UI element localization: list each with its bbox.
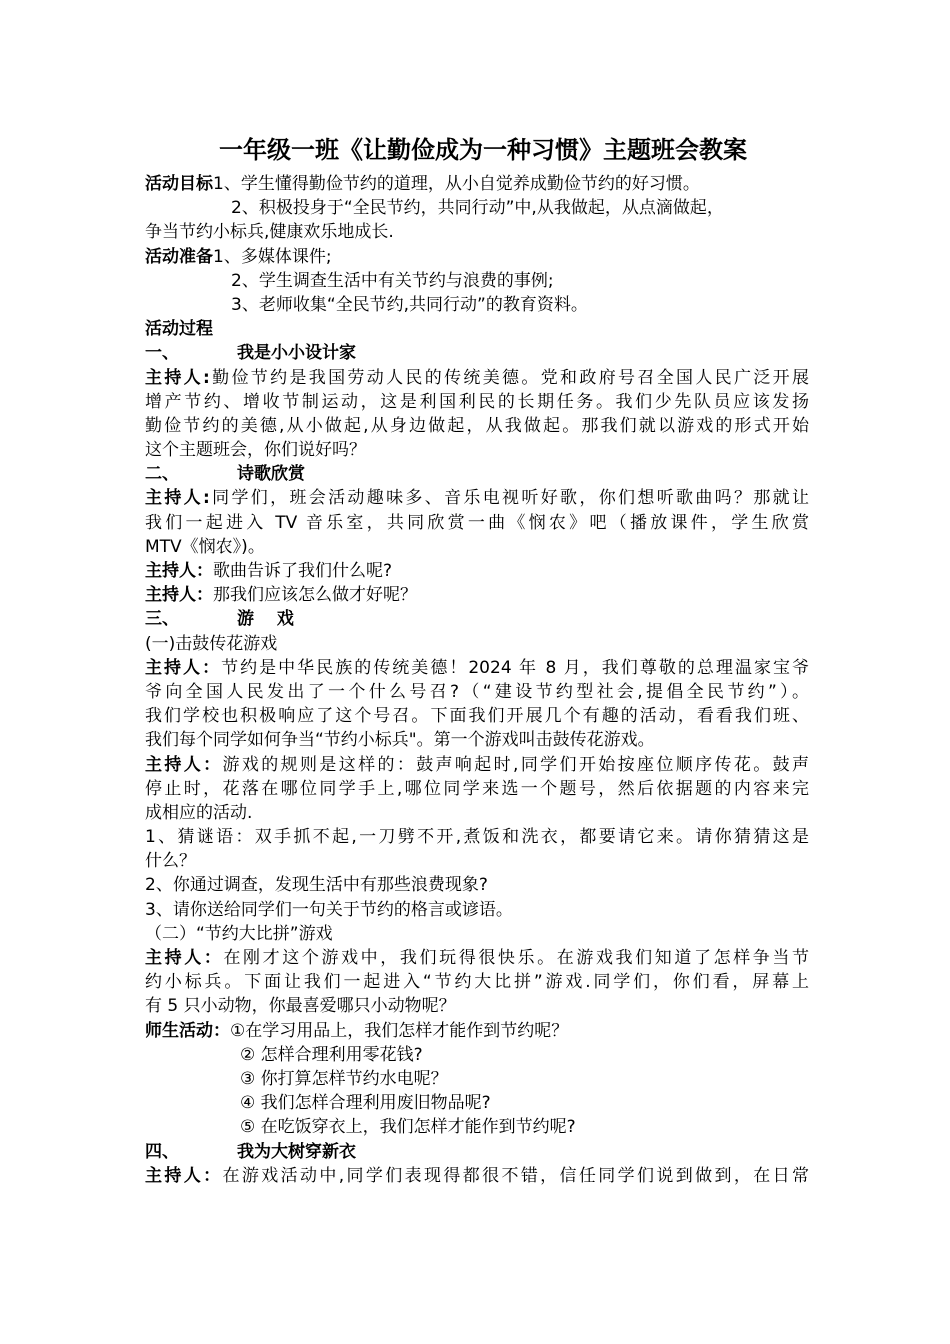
section-3-q2: 2、你通过调查，发现生活中有那些浪费现象? [145,875,488,896]
host-label: 主持人: [145,367,210,388]
section-3-number: 三、 [145,609,179,630]
goals-line-3: 争当节约小标兵,健康欢乐地成长. [145,222,394,243]
section-3-text: 游戏的规则是这样的：鼓声响起时,同学们开始按座位顺序传花。鼓声 [222,754,809,775]
section-4-line-1 [145,1164,809,1188]
section-2-question-1 [145,559,809,583]
host-label: 主持人： [145,561,213,581]
host-label: 主持人： [145,948,224,968]
section-3-p3-line-1 [145,946,809,970]
section-2-text: 同学们，班会活动趣味多、音乐电视听好歌，你们想听歌曲吗？那就让 [209,488,809,509]
section-1-heading [145,341,809,365]
goals-line-2: 2、积极投身于“全民节约，共同行动”中,从我做起，从点滴做起， [231,198,724,219]
section-3-sub-2: （二）“节约大比拼”游戏 [145,923,333,944]
section-3-q1-line-2: 什么？ [145,851,196,872]
question-text: 歌曲告诉了我们什么呢? [213,561,393,581]
section-3-q3: 3、请你送给同学们一句关于节约的格言或谚语。 [145,899,513,920]
section-1-line-4: 这个主题班会，你们说好吗？ [145,440,366,461]
section-1-line-1 [145,366,809,390]
prep-line-1 [145,245,809,269]
teacher-student-item: ①在学习用品上，我们怎样才能作到节约呢？ [230,1020,569,1041]
section-3-p2-line-3: 成相应的活动. [145,802,253,823]
section-1-title: 我是小小设计家 [237,343,356,364]
process-heading: 活动过程 [145,319,213,340]
section-3-heading [145,607,809,631]
host-label: 主持人： [145,657,222,678]
section-2-line-3: MTV《悯农》)。 [145,536,265,557]
teacher-student-item-5: ⑤ 在吃饭穿衣上，我们怎样才能作到节约呢? [240,1117,576,1138]
section-4-text: 在游戏活动中,同学们表现得都很不错，信任同学们说到做到，在日常 [222,1165,809,1186]
document-page [145,128,809,1188]
prep-line-3: 3、老师收集“全民节约,共同行动”的教育资料。 [231,294,588,315]
section-3-text: 节约是中华民族的传统美德！2024 年 8 月，我们尊敬的总理温家宝爷 [221,657,809,678]
section-3-p1-line-4: 我们每个同学如何争当“节约小标兵"。第一个游戏叫击鼓传花游戏。 [145,730,655,751]
section-3-p1-line-2: 爷向全国人民发出了一个什么号召?（“建设节约型社会,提倡全民节约”）。 [145,681,809,702]
document-title: 一年级一班《让勤俭成为一种习惯》主题班会教案 [219,136,747,164]
teacher-student-item-2: ② 怎样合理利用零花钱? [240,1044,423,1065]
section-3-title: 游 戏 [237,609,294,630]
section-3-p2-line-1 [145,753,809,777]
goals-line-1 [145,172,809,196]
section-3-sub-1: (一)击鼓传花游戏 [145,633,278,654]
teacher-student-line-1 [145,1019,809,1043]
section-3-p3-line-3: 有 5 只小动物，你最喜爱哪只小动物呢？ [145,996,456,1017]
section-3-p1-line-1 [145,656,809,680]
teacher-student-label: 师生活动： [145,1020,230,1041]
host-label: 主持人： [145,1165,223,1186]
teacher-student-item-3: ③ 你打算怎样节约水电呢？ [240,1068,448,1089]
section-2-line-1 [145,486,809,510]
section-2-number: 二、 [145,464,179,485]
section-2-heading [145,462,809,486]
prep-line-2: 2、学生调查生活中有关节约与浪费的事例; [231,270,554,291]
section-2-line-2: 我们一起进入 TV 音乐室，共同欣赏一曲《悯农》吧（播放课件，学生欣赏 [145,512,809,533]
host-label: 主持人: [145,488,210,509]
host-label: 主持人： [145,754,223,775]
goals-label: 活动目标 [145,174,213,194]
section-4-number: 四、 [145,1141,179,1162]
section-3-p1-line-3: 我们学校也积极响应了这个号召。下面我们开展几个有趣的活动，看看我们班、 [145,706,809,727]
question-text: 那我们应该怎么做才好呢？ [213,585,417,606]
section-1-text: 勤俭节约是我国劳动人民的传统美德。党和政府号召全国人民广泛开展 [209,367,809,388]
section-4-title: 我为大树穿新衣 [237,1141,356,1162]
host-label: 主持人： [145,585,213,606]
goals-item-1: 1、学生懂得勤俭节约的道理，从小自觉养成勤俭节约的好习惯。 [213,174,700,194]
section-1-number: 一、 [145,343,179,364]
section-3-p3-line-2: 约小标兵。下面让我们一起进入“节约大比拼”游戏.同学们，你们看，屏幕上 [145,972,809,993]
section-3-p2-line-2: 停止时，花落在哪位同学手上,哪位同学来选一个题号，然后依据题的内容来完 [145,778,809,799]
prep-item-1: 1、多媒体课件; [213,246,332,267]
section-2-question-2 [145,583,809,607]
section-3-text: 在刚才这个游戏中，我们玩得很快乐。在游戏我们知道了怎样争当节 [223,948,809,968]
prep-label: 活动准备 [145,246,213,267]
section-3-q1-line-1: 1、猜谜语：双手抓不起,一刀劈不开,煮饭和洗衣，都要请它来。请你猜猜这是 [145,827,809,848]
section-1-line-3: 勤俭节约的美德,从小做起,从身边做起，从我做起。那我们就以游戏的形式开始 [145,415,809,436]
teacher-student-item-4: ④ 我们怎样合理利用废旧物品呢? [240,1093,491,1114]
section-2-title: 诗歌欣赏 [237,464,305,485]
section-4-heading [145,1140,809,1164]
section-1-line-2: 增产节约、增收节制运动，这是利国利民的长期任务。我们少先队员应该发扬 [145,391,809,412]
